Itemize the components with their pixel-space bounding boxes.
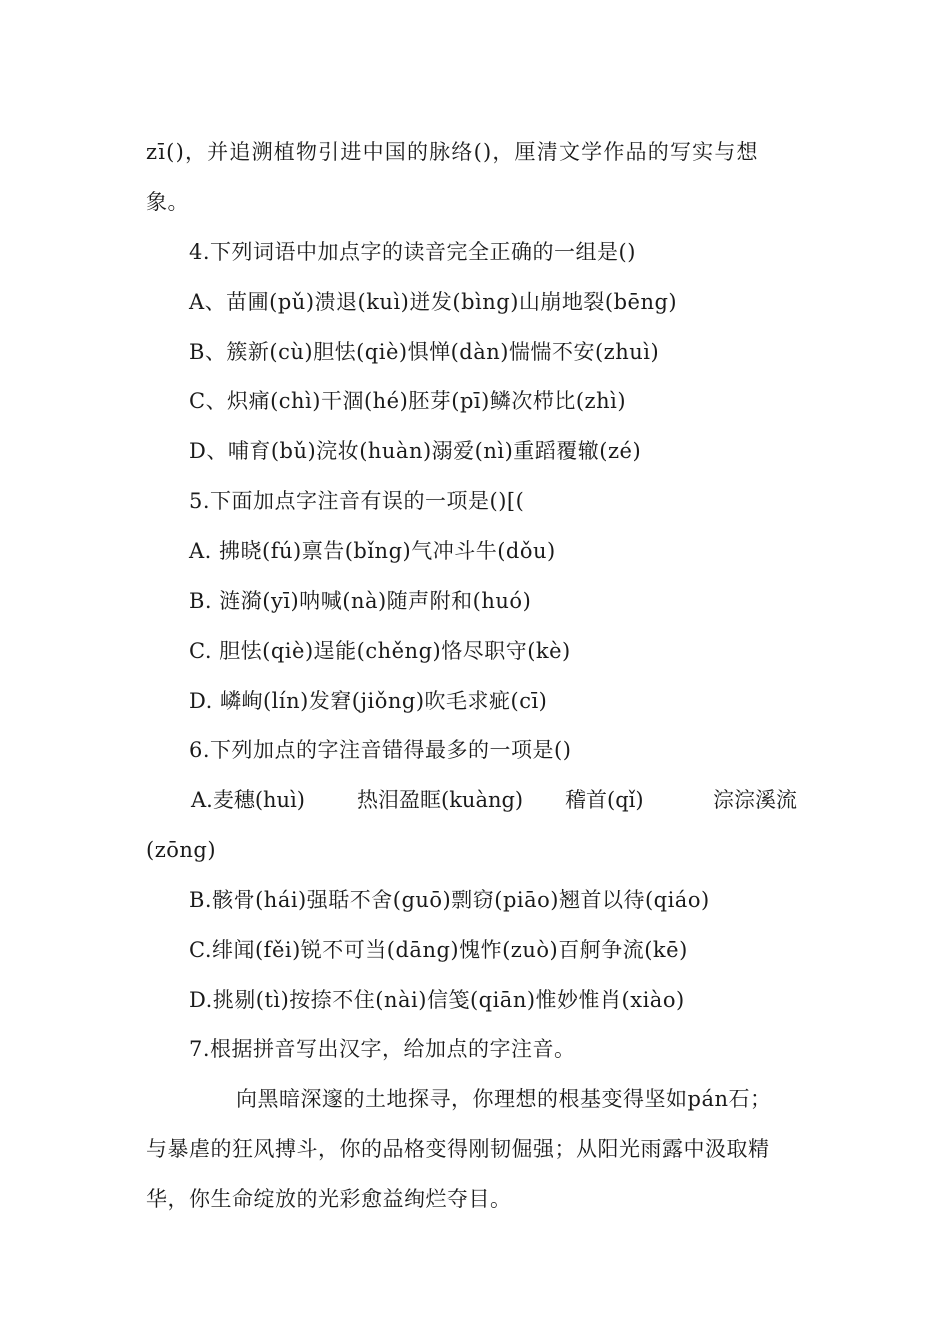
text-line: zī()，并追溯植物引进中国的脉络()，厘清文学作品的写实与想 [146, 140, 759, 164]
q6-option-a-part3: 稽首(qǐ) [565, 788, 644, 812]
q7-passage-line: 与暴虐的狂风搏斗，你的品格变得刚韧倔强；从阳光雨露中汲取精 [146, 1137, 770, 1161]
question-7-title: 7.根据拼音写出汉字，给加点的字注音。 [189, 1037, 576, 1061]
q6-option-d: D.挑剔(tì)按捺不住(nài)信笺(qiān)惟妙惟肖(xiào) [189, 988, 685, 1012]
q4-option-d: D、哺育(bǔ)浣妆(huàn)溺爱(nì)重蹈覆辙(zé) [189, 439, 642, 463]
q6-option-a-wrap: (zōng) [146, 838, 217, 862]
q6-option-b: B.骸骨(hái)强聒不舍(guō)剽窃(piāo)翘首以待(qiáo) [189, 888, 710, 912]
q5-option-d: D. 嶙峋(lín)发窘(jiǒng)吹毛求疵(cī) [189, 689, 548, 713]
q7-passage-line: 向黑暗深邃的土地探寻，你理想的根基变得坚如pán石； [236, 1087, 772, 1111]
question-4-title: 4.下列词语中加点字的读音完全正确的一组是() [189, 240, 636, 264]
question-6-title: 6.下列加点的字注音错得最多的一项是() [189, 738, 572, 762]
question-5-title: 5.下面加点字注音有误的一项是()[( [189, 489, 525, 513]
q6-option-a-part2: 热泪盈眶(kuàng) [357, 788, 524, 812]
q7-passage-line: 华，你生命绽放的光彩愈益绚烂夺目。 [146, 1187, 512, 1211]
q5-option-a: A. 拂晓(fú)禀告(bǐng)气冲斗牛(dǒu) [189, 539, 556, 563]
q4-option-a: A、苗圃(pǔ)溃退(kuì)迸发(bìng)山崩地裂(bēng) [189, 290, 678, 314]
q4-option-c: C、炽痛(chì)干涸(hé)胚芽(pī)鳞次栉比(zhì) [189, 389, 627, 413]
text-line: 象。 [146, 190, 189, 214]
q5-option-b: B. 涟漪(yī)呐喊(nà)随声附和(huó) [189, 589, 532, 613]
q6-option-c: C.绯闻(fěi)锐不可当(dāng)愧怍(zuò)百舸争流(kē) [189, 938, 688, 962]
q6-option-a-part1: A.麦穗(huì) [191, 788, 305, 812]
q4-option-b: B、簇新(cù)胆怯(qiè)惧惮(dàn)惴惴不安(zhuì) [189, 340, 660, 364]
q6-option-a-part4: 淙淙溪流 [713, 788, 797, 812]
q5-option-c: C. 胆怯(qiè)逞能(chěng)恪尽职守(kè) [189, 639, 571, 663]
